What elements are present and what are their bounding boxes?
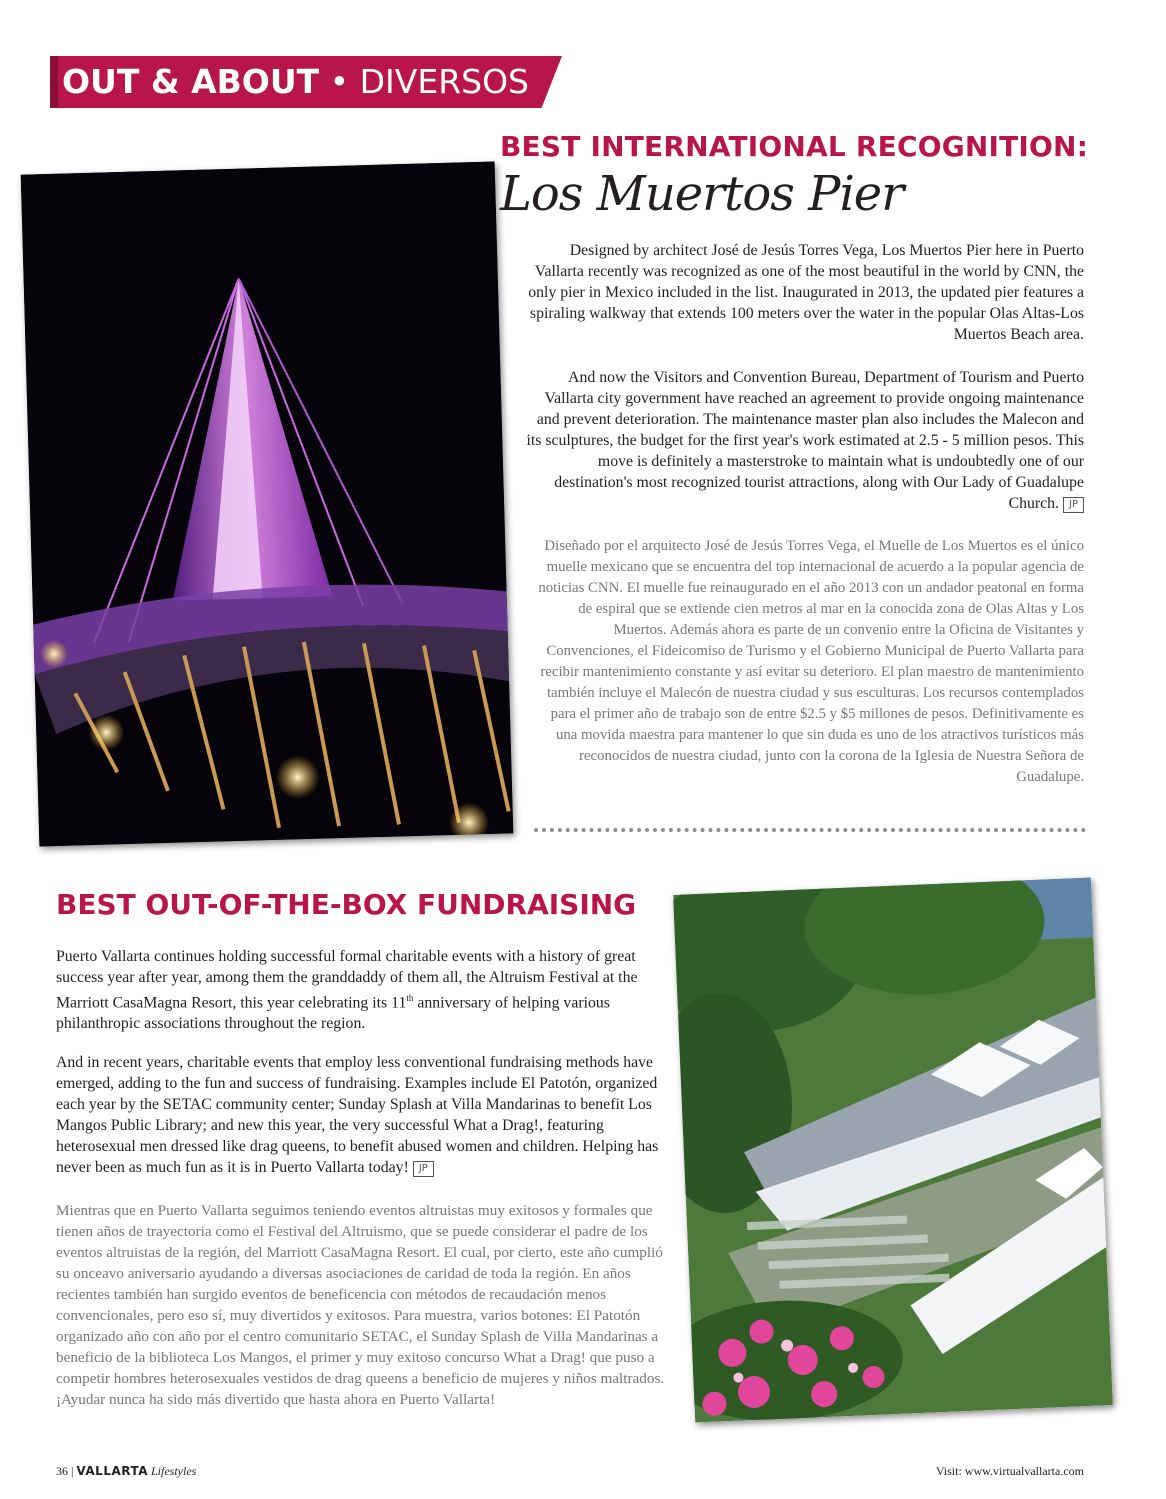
footer-divider: | <box>71 1464 74 1478</box>
website-link[interactable]: Visit: www.virtualvallarta.com <box>935 1464 1084 1478</box>
article1-en-paragraph1: Designed by architect José de Jesús Torres Vega, Los Muertos Pier here in Puerto Vallarta recently was recognized as one of the most beautiful in the world by CNN, the only pier in Mexico included in the list. Inaugurated in 2013, the updated pier features a spiraling walkway that extends 100 meters over the water in the popular Olas Altas-Los Muertos Beach area. <box>528 242 1084 343</box>
author-tag: JP <box>413 1161 434 1177</box>
article2-en-paragraph1-a: Puerto Vallarta continues holding successful formal charitable events with a history of great success year after year, among them the granddaddy of them all, the Altruism Festival at the Marriott CasaMagna Resort, this year celebrating its 11 <box>56 948 638 1012</box>
article1-en-paragraph2 <box>526 367 1084 514</box>
magazine-name: VALLARTA <box>76 1464 148 1478</box>
article2-en-paragraph1-b: anniversary of helping various philanthropic associations throughout the region. <box>56 994 610 1033</box>
section-title <box>62 58 529 106</box>
article1-es-paragraph: Diseñado por el arquitecto José de Jesús Torres Vega, el Muelle de Los Muertos es el único muelle mexicano que se encuentra del top internacional de acuerdo a la popular agencia de noticias CNN. El muelle fue reinaugurado en el año 2013 con un andador peatonal en forma de espiral que se extiende cien metros al mar en la conocida zona de Olas Altas y Los Muertos. Además ahora es parte de un convenio entre la Oficina de Visitantes y Convenciones, el Fideicomiso de Turismo y el Gobierno Municipal de Puerto Vallarta para recibir mantenimiento constante y así evitar su deterioro. El plan maestro de mantenimiento también incluye el Malecón de nuestra ciudad y sus esculturas. Los recursos contemplados para el primer año de trabajo son de entre $2.5 y $5 millones de pesos. Definitivamente es una movida maestra para mantener lo que sin duda es uno de los atractivos turísticos más reconocidos de nuestra ciudad, junto con la corona de la Iglesia de Nuestra Señora de Guadalupe. <box>538 538 1084 785</box>
author-tag: JP <box>1063 497 1084 513</box>
section-title-light: DIVERSOS <box>359 62 530 101</box>
section-divider <box>534 828 1086 832</box>
article2-heading: BEST OUT-OF-THE-BOX FUNDRAISING <box>56 888 637 921</box>
pier-illustration <box>21 162 514 847</box>
article1-subheading: Los Muertos Pier <box>500 166 904 222</box>
pier-night-photo <box>21 162 514 847</box>
article2-en-paragraph1 <box>56 946 666 1034</box>
article2-es-paragraph: Mientras que en Puerto Vallarta seguimos teniendo eventos altruistas muy exitosos y formales que tienen años de trayectoria como el Festival del Altruismo, que se puede considerar el padre de los eventos altruistas de la región, del Marriott CasaMagna Resort. El cual, por cierto, este año cumplió su onceavo aniversario ayudando a diversas asociaciones de caridad de toda la región. En años recientes también han surgido eventos de beneficencia con métodos de recaudación menos convencionales, pero eso sí, muy divertidos y exitosos. Para muestra, varios botones: El Patotón organizado año con año por el centro comunitario SETAC, el Sunday Splash de Villa Mandarinas a beneficio de la biblioteca Los Mangos, el primer y muy exitoso concurso What a Drag! que puso a competir hombres heterosexuales vestidos de drag queens a beneficio de mujeres y niños maltrados. ¡Ayudar nunca ha sido más divertido que hasta ahora en Puerto Vallarta! <box>56 1202 665 1408</box>
article1-heading: BEST INTERNATIONAL RECOGNITION: <box>500 130 1089 163</box>
article2-en-paragraph2 <box>56 1052 666 1178</box>
article2-en-paragraph2-text: And in recent years, charitable events that employ less conventional fundraising methods have emerged, adding to the fun and success of fundraising. Examples include El Patotón, organized each year by the SETAC community center; Sunday Splash at Villa Mandarinas to benefit Los Mangos Public Library; and new this year, the very successful What a Drag!, featuring heterosexual men dressed like drag queens, to benefit abused women and children. Helping has never been as much fun as it is in Puerto Vallarta today! <box>56 1054 659 1176</box>
article2-ordinal-suffix: th <box>406 993 414 1003</box>
magazine-subname: Lifestyles <box>151 1464 197 1478</box>
section-title-separator: • <box>329 62 350 101</box>
banner-edge <box>50 56 58 108</box>
article1-en-paragraph2-text: And now the Visitors and Convention Bureau, Department of Tourism and Puerto Vallarta city government have reached an agreement to provide ongoing maintenance and prevent deterioration. The maintenance master plan also includes the Malecon and its sculptures, the budget for the first year's work estimated at 2.5 - 5 million pesos. This move is definitely a masterstroke to maintain what is undoubtedly one of our destination's most recognized tourist attractions, along with Our Lady of Guadalupe Church. <box>526 369 1084 512</box>
section-title-bold: OUT & ABOUT <box>62 62 320 101</box>
fundraising-event-photo <box>673 877 1113 1422</box>
page-number: 36 <box>56 1464 68 1478</box>
event-illustration <box>673 877 1113 1422</box>
page-footer-left <box>56 1464 196 1479</box>
